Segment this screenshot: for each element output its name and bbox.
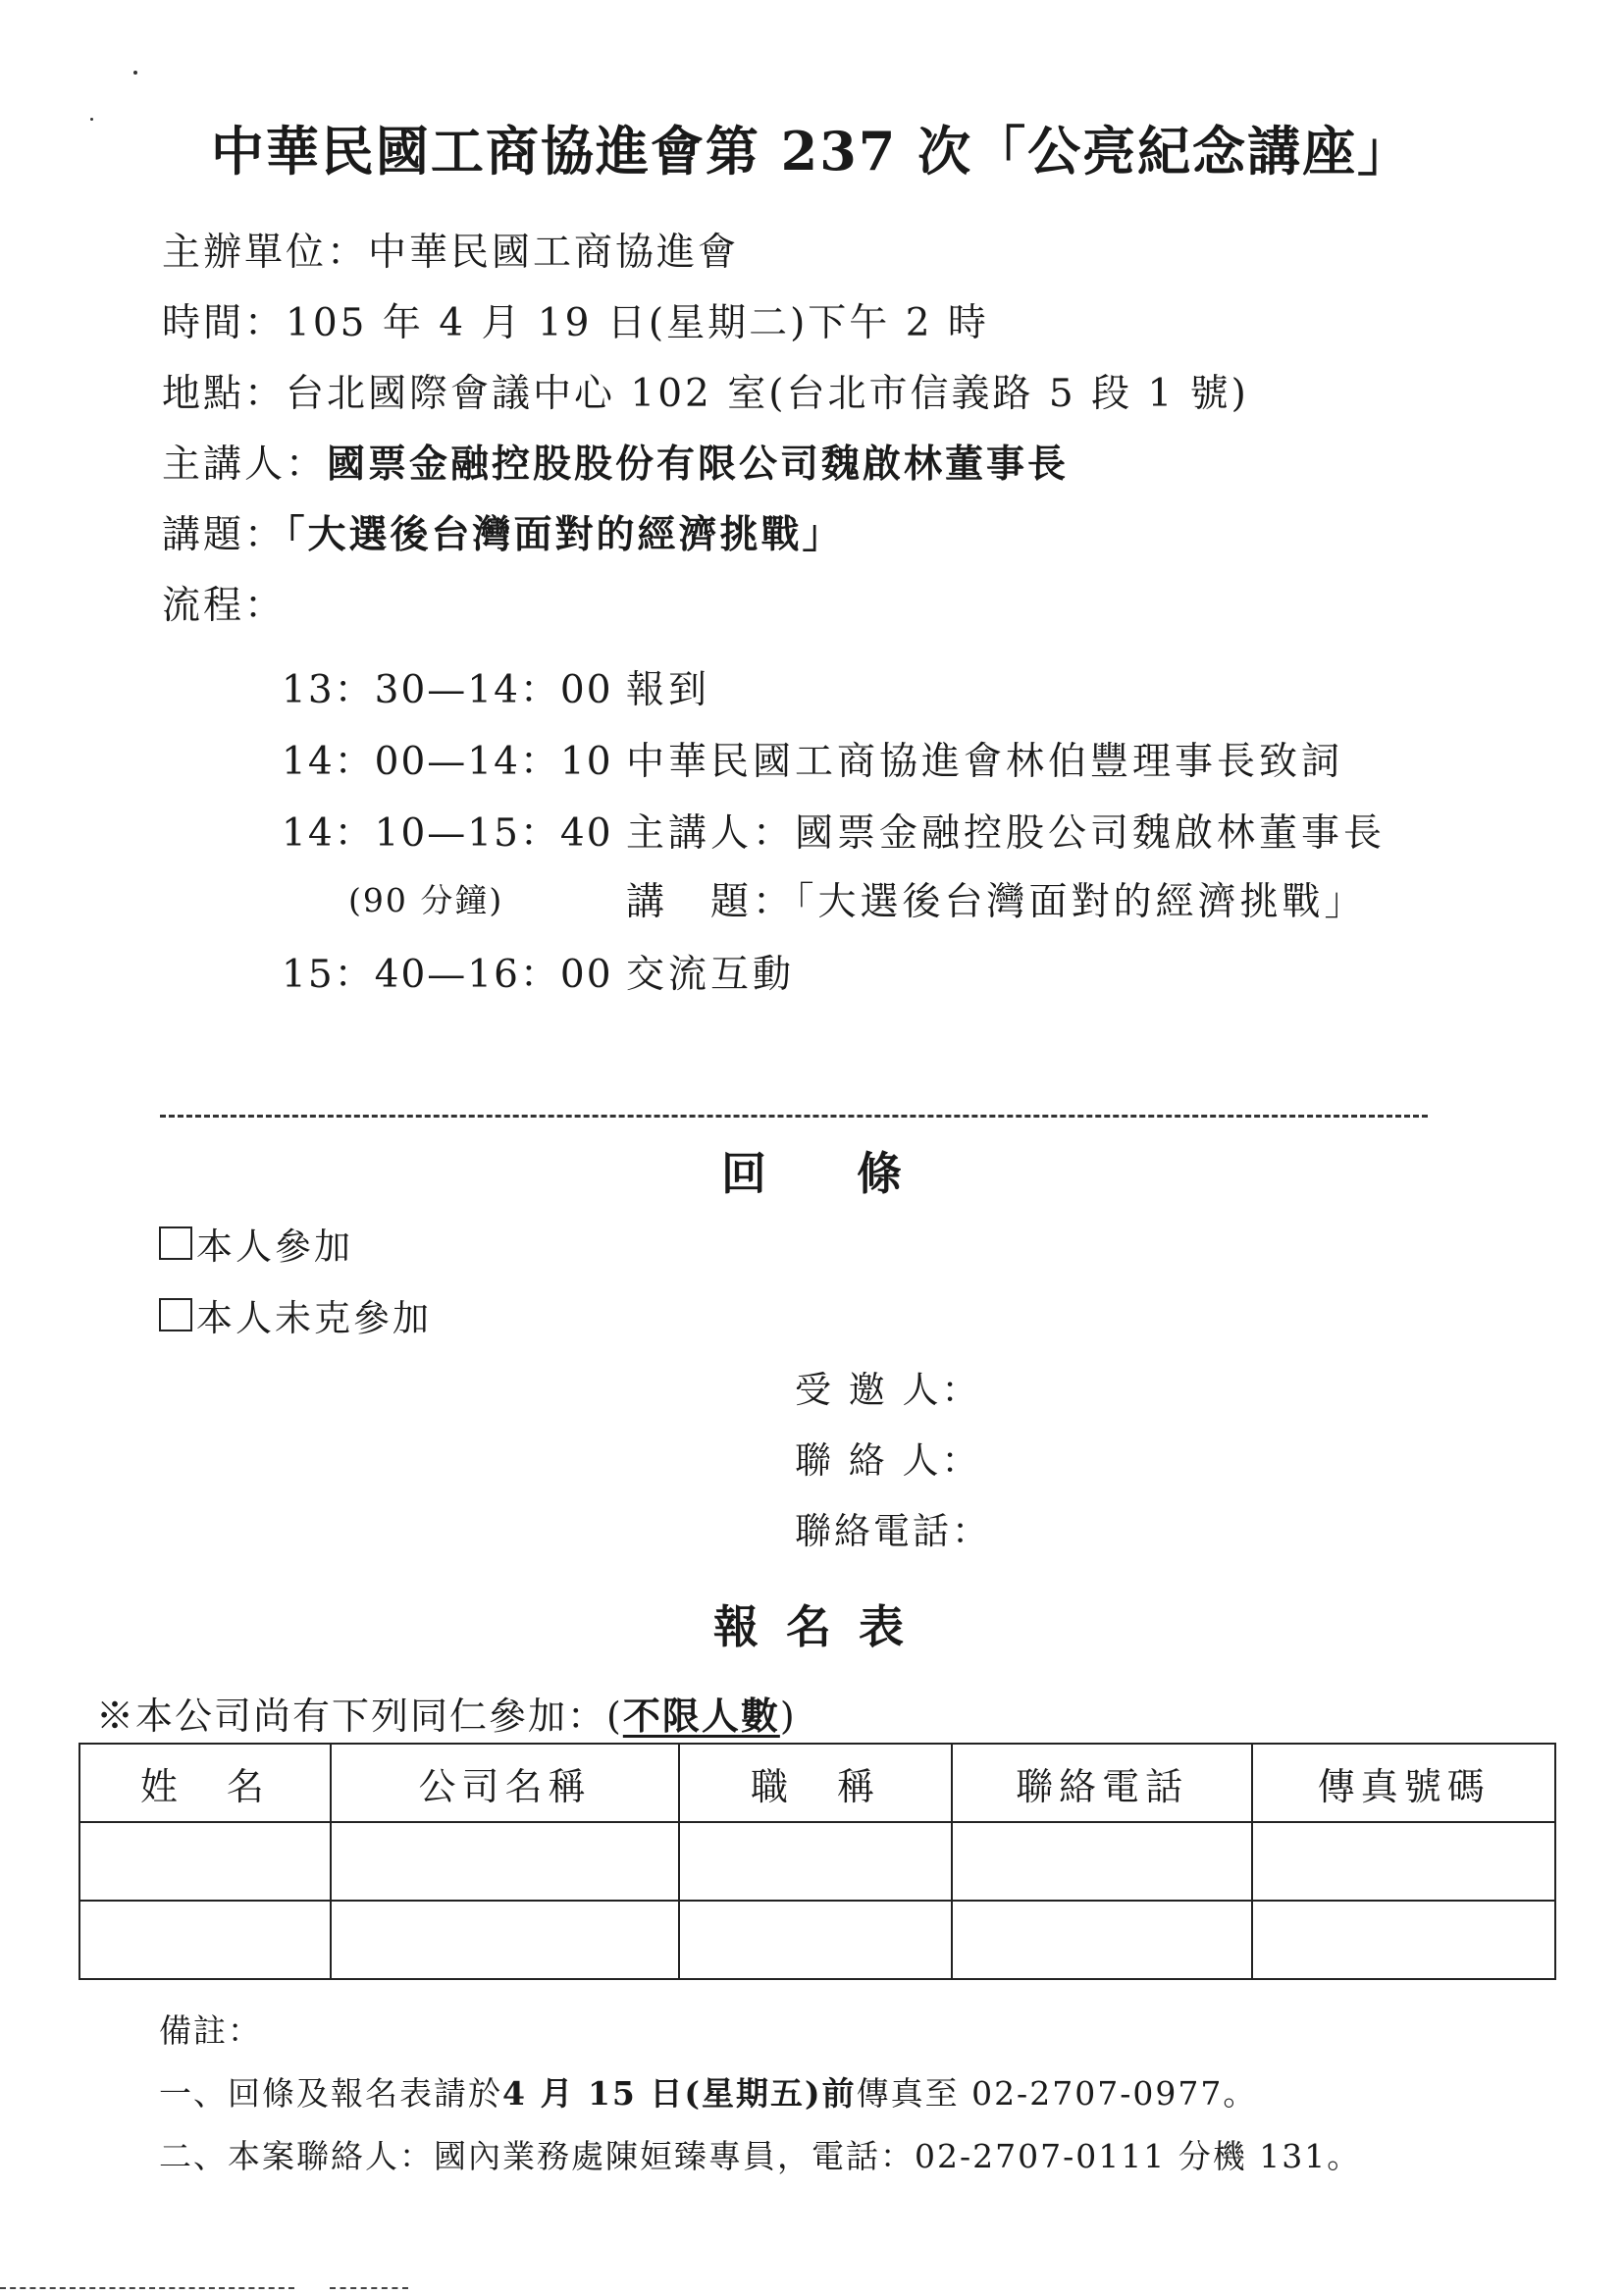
speaker-label: 主講人： xyxy=(162,443,328,487)
schedule-time: 14：00—14：10 xyxy=(282,740,613,784)
page-title: 中華民國工商協進會第 237 次「公亮紀念講座」 xyxy=(210,120,1413,183)
schedule-time: 13：30—14：00 xyxy=(282,668,613,712)
time-row xyxy=(162,292,989,347)
note-emphasis: 不限人數 xyxy=(622,1694,780,1738)
schedule-time: 15：40—16：00 xyxy=(282,953,613,997)
registration-note xyxy=(96,1686,797,1740)
contact-field-label: 聯 絡 人： xyxy=(795,1439,981,1482)
fax-cell[interactable] xyxy=(1252,1901,1555,1979)
remark-1-part-c: 傳真至 02-2707-0977。 xyxy=(856,2074,1258,2113)
table-header-row xyxy=(79,1744,1555,1822)
remark-line-2: 二、本案聯絡人：國內業務處陳姮臻專員，電話：02-2707-0111 分機 131。 xyxy=(159,2137,1362,2175)
schedule-desc: 主講人：國票金融控股公司魏啟林董事長 xyxy=(626,811,1387,856)
column-header-phone: 聯絡電話 xyxy=(952,1744,1253,1822)
column-header-fax: 傳真號碼 xyxy=(1252,1744,1555,1822)
column-header-company: 公司名稱 xyxy=(331,1744,679,1822)
invitee-field-label: 受 邀 人： xyxy=(795,1369,981,1411)
schedule-time: 14：10—15：40 xyxy=(282,811,613,856)
note-prefix: ※本公司尚有下列同仁參加：( xyxy=(96,1695,623,1738)
column-header-name: 姓 名 xyxy=(79,1744,331,1822)
organizer-row xyxy=(162,222,739,277)
speaker-value: 國票金融控股股份有限公司魏啟林董事長 xyxy=(327,442,1070,487)
organizer-value: 中華民國工商協進會 xyxy=(368,231,740,275)
speaker-row xyxy=(162,434,1069,489)
topic-label: 講題： xyxy=(162,513,287,557)
schedule-duration: (90 分鐘) xyxy=(348,881,504,919)
schedule-desc: 中華民國工商協進會林伯豐理事長致詞 xyxy=(626,740,1344,784)
decline-label: 本人未克參加 xyxy=(196,1297,432,1339)
decline-option[interactable] xyxy=(159,1288,432,1341)
time-value: 105 年 4 月 19 日(星期二)下午 2 時 xyxy=(286,301,989,345)
remarks-heading: 備註： xyxy=(159,2011,262,2050)
location-row xyxy=(162,363,1249,418)
company-cell[interactable] xyxy=(331,1822,679,1901)
agenda-label: 流程： xyxy=(162,584,287,628)
footer-rule xyxy=(330,2287,408,2289)
phone-cell[interactable] xyxy=(952,1901,1253,1979)
location-value: 台北國際會議中心 102 室(台北市信義路 5 段 1 號) xyxy=(286,372,1249,416)
attend-checkbox[interactable] xyxy=(159,1226,192,1260)
schedule-desc: 報到 xyxy=(626,668,711,712)
title-cell[interactable] xyxy=(679,1822,952,1901)
phone-cell[interactable] xyxy=(952,1822,1253,1901)
registration-heading: 報 名 表 xyxy=(712,1600,911,1653)
schedule-desc: 交流互動 xyxy=(626,953,796,997)
time-label: 時間： xyxy=(162,301,287,345)
attend-option[interactable] xyxy=(159,1217,353,1270)
title-cell[interactable] xyxy=(679,1901,952,1979)
remark-line-1 xyxy=(159,2068,1257,2114)
topic-value: 「大選後台灣面對的經濟挑戰」 xyxy=(286,512,844,557)
topic-row xyxy=(162,504,844,559)
reply-heading: 回 條 xyxy=(721,1147,902,1200)
column-header-title: 職 稱 xyxy=(679,1744,952,1822)
table-row xyxy=(79,1822,1555,1901)
schedule-desc: 講 題：「大選後台灣面對的經濟挑戰」 xyxy=(626,880,1367,924)
phone-field-label: 聯絡電話： xyxy=(795,1510,991,1552)
table-row xyxy=(79,1901,1555,1979)
location-label: 地點： xyxy=(162,372,287,416)
company-cell[interactable] xyxy=(331,1901,679,1979)
note-suffix: ) xyxy=(779,1695,797,1738)
organizer-label: 主辦單位： xyxy=(162,231,369,275)
remark-1-part-a: 一、回條及報名表請於 xyxy=(159,2074,502,2113)
name-cell[interactable] xyxy=(79,1901,331,1979)
footer-rule xyxy=(0,2287,294,2289)
scan-speck xyxy=(133,71,137,75)
remark-1-deadline: 4 月 15 日(星期五)前 xyxy=(502,2074,857,2113)
fax-cell[interactable] xyxy=(1252,1822,1555,1901)
registration-table xyxy=(79,1743,1556,1980)
attend-label: 本人參加 xyxy=(196,1226,353,1268)
name-cell[interactable] xyxy=(79,1822,331,1901)
cut-line xyxy=(160,1115,1428,1118)
decline-checkbox[interactable] xyxy=(159,1298,192,1331)
